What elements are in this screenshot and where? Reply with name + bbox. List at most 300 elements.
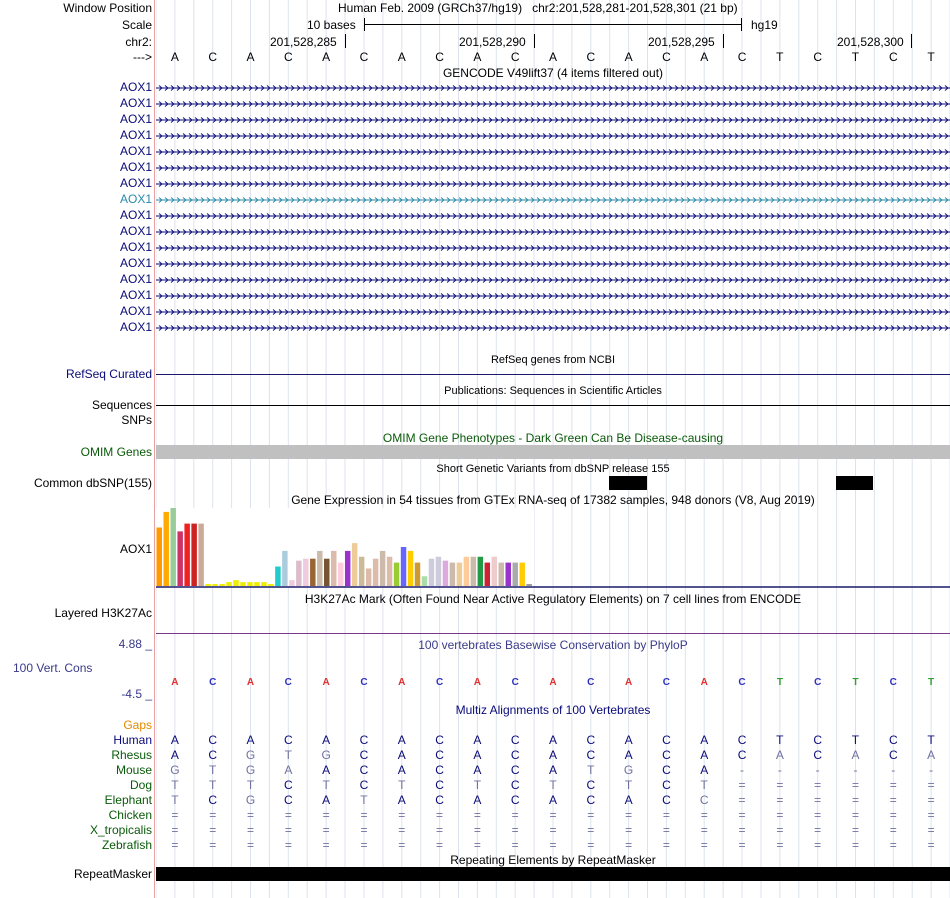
phylop-base-letter: A	[473, 677, 482, 688]
gtex-tissue-bar[interactable]	[471, 557, 476, 586]
refseq-track-title: RefSeq genes from NCBI	[490, 354, 616, 366]
alignment-base: =	[209, 808, 217, 822]
alignment-base: G	[245, 793, 256, 807]
dna-sequence[interactable]	[156, 50, 950, 64]
alignment-base: T	[700, 778, 708, 792]
alignment-base: =	[360, 808, 368, 822]
alignment-base: =	[284, 808, 292, 822]
alignment-base: A	[927, 748, 936, 762]
tick-mark-300	[911, 34, 912, 48]
gtex-tissue-bar[interactable]	[443, 561, 448, 586]
base-16: C	[737, 50, 747, 64]
alignment-base: =	[889, 778, 897, 792]
alignment-base: T	[246, 778, 255, 792]
gtex-tissue-bar[interactable]	[268, 584, 273, 586]
alignment-base: A	[700, 763, 709, 777]
scale-text: 10 bases	[307, 18, 356, 32]
alignment-base: =	[284, 838, 292, 852]
gtex-tissue-bar[interactable]	[499, 563, 504, 586]
alignment-base: A	[397, 763, 406, 777]
alignment-base: C	[662, 733, 671, 747]
gtex-tissue-bar[interactable]	[289, 580, 294, 586]
alignment-base: =	[738, 778, 746, 792]
alignment-base: =	[360, 823, 368, 837]
alignment-base: =	[322, 808, 330, 822]
gtex-tissue-bar[interactable]	[429, 559, 434, 586]
alignment-base: C	[283, 733, 293, 747]
alignment-base: =	[700, 808, 708, 822]
phylop-base-letter: C	[814, 677, 822, 688]
alignment-base: =	[549, 838, 557, 852]
alignment-base: C	[510, 748, 520, 762]
repeatmasker-track-title: Repeating Elements by RepeatMasker	[450, 853, 656, 867]
alignment-base: C	[586, 748, 596, 762]
alignment-base: =	[436, 808, 444, 822]
base-12: C	[586, 50, 596, 64]
alignment-base: =	[851, 823, 859, 837]
alignment-base: C	[888, 748, 898, 762]
alignment-base: =	[814, 838, 822, 852]
alignment-base: =	[738, 808, 746, 822]
gtex-tissue-bar[interactable]	[464, 557, 469, 586]
alignment-base: T	[473, 778, 482, 792]
alignment-base: C	[435, 763, 444, 777]
tick-label-300: 201,528,300	[837, 35, 904, 49]
gtex-tissue-bar[interactable]	[345, 551, 350, 586]
phylop-base-letter: C	[360, 677, 368, 688]
alignment-base: T	[171, 778, 179, 792]
repeatmasker-track-label[interactable]: RepeatMasker	[73, 867, 152, 881]
alignment-base: =	[927, 778, 935, 792]
alignment-base: =	[587, 808, 595, 822]
gtex-tissue-bar[interactable]	[212, 584, 217, 586]
alignment-base: A	[284, 763, 293, 777]
alignment-base: =	[851, 778, 859, 792]
chrom-label: chr2:	[125, 35, 152, 49]
gtex-tissue-bar[interactable]	[296, 561, 301, 586]
alignment-base: T	[851, 733, 860, 747]
gtex-tissue-bar[interactable]	[317, 551, 322, 586]
alignment-base: C	[888, 733, 898, 747]
alignment-base: =	[284, 823, 292, 837]
publications-track-title: Publications: Sequences in Scientific Articles	[444, 385, 662, 397]
alignment-base: A	[322, 793, 331, 807]
gtex-tissue-bar[interactable]	[422, 576, 427, 586]
alignment-base: A	[397, 733, 406, 747]
base-4: C	[283, 50, 293, 64]
base-21: T	[927, 50, 935, 64]
alignment-base: A	[246, 733, 255, 747]
alignment-base: C	[359, 778, 369, 792]
gtex-tissue-bar[interactable]	[205, 584, 210, 586]
alignment-base: C	[435, 778, 444, 792]
gtex-tissue-bar[interactable]	[261, 582, 266, 586]
phylop-base-letter: T	[776, 677, 783, 688]
phylop-track-label[interactable]: 100 Vert. Cons	[13, 661, 93, 675]
gencode-transcript-label[interactable]: AOX1	[119, 304, 152, 318]
base-7: A	[397, 50, 406, 64]
gtex-tissue-bar[interactable]	[191, 524, 196, 586]
phylop-base-letter: C	[511, 677, 519, 688]
alignment-base: =	[398, 838, 406, 852]
dbsnp-track-label[interactable]: Common dbSNP(155)	[33, 476, 152, 490]
phylop-base-letter: T	[928, 677, 935, 688]
gtex-tissue-bar[interactable]	[219, 584, 224, 586]
alignment-base: =	[889, 823, 897, 837]
alignment-base: =	[171, 808, 179, 822]
alignment-base: T	[549, 778, 557, 792]
alignment-base: A	[473, 733, 482, 747]
gtex-tissue-bar[interactable]	[380, 551, 385, 586]
alignment-base: -	[777, 763, 782, 777]
gencode-transcript-label[interactable]: AOX1	[119, 208, 152, 222]
alignment-base: =	[851, 808, 859, 822]
alignment-base: C	[359, 748, 369, 762]
alignment-base: C	[510, 733, 520, 747]
tick-label-295: 201,528,295	[648, 35, 715, 49]
gtex-tissue-bar[interactable]	[247, 582, 252, 586]
alignment-base: =	[360, 838, 368, 852]
base-19: T	[851, 50, 860, 64]
alignment-base: C	[813, 733, 822, 747]
alignment-base: T	[322, 778, 330, 792]
base-8: C	[435, 50, 444, 64]
alignment-base: A	[397, 748, 406, 762]
alignment-base: A	[473, 748, 482, 762]
alignment-base: =	[209, 823, 217, 837]
phylop-base-letter: A	[700, 677, 708, 688]
base-11: A	[548, 50, 557, 64]
base-5: A	[322, 50, 331, 64]
alignment-base: A	[548, 748, 557, 762]
tick-label-290: 201,528,290	[459, 35, 526, 49]
phylop-base-letter: A	[171, 677, 179, 688]
species-label[interactable]: Rhesus	[111, 748, 152, 762]
gencode-transcript-label[interactable]: AOX1	[119, 320, 152, 334]
alignment-base: A	[548, 733, 557, 747]
assembly-name: Human Feb. 2009 (GRCh37/hg19)	[338, 1, 523, 15]
alignment-base: =	[398, 823, 406, 837]
species-label[interactable]: Human	[113, 733, 152, 747]
alignment-base: A	[397, 793, 406, 807]
alignment-base: =	[776, 808, 784, 822]
alignment-base: =	[662, 808, 670, 822]
alignment-base: C	[435, 793, 444, 807]
alignment-base: =	[889, 808, 897, 822]
alignment-base: T	[209, 778, 217, 792]
gtex-tissue-bar[interactable]	[240, 582, 245, 586]
gtex-tissue-bar[interactable]	[331, 551, 336, 586]
gtex-tissue-bar[interactable]	[177, 531, 182, 586]
scale-bar-right-end	[741, 18, 742, 31]
gtex-tissue-bar[interactable]	[457, 563, 462, 586]
alignment-base: C	[283, 793, 293, 807]
alignment-base: =	[511, 838, 519, 852]
alignment-base: T	[927, 733, 935, 747]
alignment-base: =	[700, 838, 708, 852]
alignment-base: C	[662, 763, 671, 777]
species-label[interactable]: X_tropicalis	[89, 823, 152, 837]
species-label[interactable]: Mouse	[115, 763, 152, 777]
gencode-transcript-label[interactable]: AOX1	[119, 224, 152, 238]
dbsnp-variant-2[interactable]	[836, 476, 873, 490]
alignment-base: -	[929, 763, 934, 777]
alignment-base: =	[587, 838, 595, 852]
alignment-base: A	[851, 748, 860, 762]
h3k27ac-track-label[interactable]: Layered H3K27Ac	[54, 606, 152, 620]
alignment-base: =	[700, 823, 708, 837]
gtex-tissue-bar[interactable]	[366, 568, 371, 586]
tick-mark-295	[723, 34, 724, 48]
gencode-transcript-label[interactable]: AOX1	[119, 128, 152, 142]
alignment-base: =	[814, 823, 822, 837]
alignment-base: A	[548, 763, 557, 777]
phylop-base-letter: C	[209, 677, 217, 688]
base-17: T	[776, 50, 784, 64]
species-label[interactable]: Elephant	[104, 793, 152, 807]
alignment-base: =	[814, 778, 822, 792]
multiz-gaps-label: Gaps	[123, 718, 152, 732]
phylop-ymin: -4.5 _	[121, 687, 152, 701]
phylop-base-letter: A	[322, 677, 330, 688]
gencode-transcript-label[interactable]: AOX1	[119, 144, 152, 158]
alignment-base: C	[662, 778, 671, 792]
gencode-transcript-label[interactable]: AOX1	[119, 112, 152, 126]
gencode-transcript-label[interactable]: AOX1	[119, 160, 152, 174]
alignment-base: =	[209, 838, 217, 852]
alignment-base: C	[510, 763, 520, 777]
alignment-base: =	[662, 823, 670, 837]
omim-track-title: OMIM Gene Phenotypes - Dark Green Can Be Disease-causing	[382, 431, 724, 445]
gtex-tissue-bar[interactable]	[157, 528, 162, 587]
alignment-base: =	[436, 838, 444, 852]
alignment-base: =	[927, 808, 935, 822]
alignment-base: T	[624, 778, 633, 792]
alignment-base: A	[170, 733, 179, 747]
alignment-base: A	[322, 763, 331, 777]
alignment-base: =	[776, 823, 784, 837]
phylop-base-letter: C	[435, 677, 444, 688]
alignment-base: T	[360, 793, 368, 807]
alignment-base: A	[700, 733, 709, 747]
gtex-tissue-bar[interactable]	[324, 559, 329, 586]
alignment-base: C	[737, 733, 747, 747]
alignment-base: A	[624, 733, 633, 747]
alignment-base: =	[776, 838, 784, 852]
gtex-tissue-bar[interactable]	[415, 563, 420, 586]
gtex-tissue-bar[interactable]	[485, 563, 490, 586]
species-label[interactable]: Zebrafish	[101, 838, 152, 852]
scale-label: Scale	[121, 18, 152, 32]
alignment-base: =	[549, 823, 557, 837]
sequences-track-line[interactable]	[156, 405, 950, 406]
alignment-base: C	[586, 733, 596, 747]
alignment-base: A	[624, 748, 633, 762]
alignment-base: -	[853, 763, 858, 777]
alignment-base: G	[321, 748, 331, 762]
gtex-expression-chart[interactable]	[156, 506, 950, 588]
base-14: C	[662, 50, 671, 64]
alignment-base: =	[247, 808, 255, 822]
gtex-tissue-bar[interactable]	[198, 524, 203, 586]
gtex-tissue-bar[interactable]	[478, 557, 483, 586]
gtex-tissue-bar[interactable]	[512, 563, 517, 586]
gtex-tissue-bar[interactable]	[506, 563, 511, 586]
alignment-base: =	[738, 823, 746, 837]
alignment-base: C	[662, 793, 671, 807]
gencode-transcript-label[interactable]: AOX1	[119, 176, 152, 190]
base-6: C	[359, 50, 369, 64]
alignment-base: C	[662, 748, 671, 762]
sequences-track-label[interactable]: Sequences	[91, 398, 152, 412]
alignment-base: T	[587, 763, 595, 777]
gtex-tissue-bar[interactable]	[163, 512, 168, 586]
alignment-base: C	[208, 733, 218, 747]
gtex-track-label[interactable]: AOX1	[119, 542, 152, 556]
gtex-tissue-bar[interactable]	[436, 557, 441, 586]
gtex-tissue-bar[interactable]	[394, 563, 399, 586]
gtex-tissue-bar[interactable]	[233, 580, 238, 586]
phylop-base-letter: C	[662, 677, 671, 688]
alignment-base: T	[776, 733, 784, 747]
phylop-base-letter: C	[738, 677, 746, 688]
alignment-base: =	[889, 793, 897, 807]
gtex-tissue-bar[interactable]	[408, 551, 413, 586]
gencode-transcript-label[interactable]: AOX1	[119, 272, 152, 286]
alignment-base: -	[815, 763, 820, 777]
gtex-tissue-bar[interactable]	[492, 557, 497, 586]
alignment-base: =	[436, 823, 444, 837]
alignment-base: C	[737, 748, 747, 762]
repeatmasker-element[interactable]	[156, 867, 950, 881]
gtex-track-title: Gene Expression in 54 tissues from GTEx RNA-seq of 17382 samples, 948 donors (V8, Aug 2019)	[291, 493, 815, 507]
alignment-base: C	[359, 763, 369, 777]
chrom-position: chr2:201,528,281-201,528,301 (21 bp)	[532, 1, 738, 15]
tick-mark-285	[345, 34, 346, 48]
alignment-base: =	[511, 808, 519, 822]
alignment-base: =	[814, 793, 822, 807]
alignment-base: =	[473, 838, 481, 852]
alignment-base: =	[927, 793, 935, 807]
omim-gene-bar[interactable]	[156, 445, 950, 459]
alignment-base: T	[398, 778, 406, 792]
gtex-tissue-bar[interactable]	[359, 557, 364, 586]
window-position-label: Window Position	[63, 1, 152, 15]
dbsnp-variant-1[interactable]	[609, 476, 647, 490]
alignment-base: =	[247, 823, 255, 837]
alignment-base: T	[171, 793, 179, 807]
gtex-tissue-bar[interactable]	[387, 557, 392, 586]
base-9: A	[473, 50, 482, 64]
alignment-base: C	[283, 778, 293, 792]
alignment-base: =	[247, 838, 255, 852]
alignment-base: C	[586, 778, 596, 792]
gtex-tissue-bar[interactable]	[254, 582, 259, 586]
dbsnp-track-title: Short Genetic Variants from dbSNP release 155	[436, 463, 670, 475]
alignment-base: T	[284, 748, 292, 762]
gtex-tissue-bar[interactable]	[519, 563, 524, 586]
alignment-base: =	[738, 838, 746, 852]
base-20: C	[888, 50, 898, 64]
alignment-base: =	[662, 838, 670, 852]
alignment-base: =	[625, 823, 633, 837]
gtex-tissue-bar[interactable]	[226, 582, 231, 586]
db-name: hg19	[751, 18, 778, 32]
phylop-base-letter: C	[284, 677, 292, 688]
refseq-track-line[interactable]	[156, 374, 950, 375]
alignment-base: C	[813, 748, 822, 762]
alignment-base: C	[435, 748, 444, 762]
alignment-base: G	[245, 763, 256, 777]
base-2: C	[208, 50, 218, 64]
h3k27ac-track-title: H3K27Ac Mark (Often Found Near Active Regulatory Elements) on 7 cell lines from ENCODE	[304, 592, 802, 606]
label-divider	[154, 0, 155, 898]
gencode-transcript-label[interactable]: AOX1	[119, 256, 152, 270]
alignment-base: =	[625, 838, 633, 852]
phylop-base-letter: T	[852, 677, 859, 688]
alignment-base: G	[170, 763, 180, 777]
gtex-tissue-bar[interactable]	[352, 543, 357, 586]
gtex-tissue-bar[interactable]	[310, 559, 315, 586]
alignment-base: =	[851, 838, 859, 852]
gtex-tissue-bar[interactable]	[450, 563, 455, 586]
alignment-base: C	[510, 793, 520, 807]
alignment-base: C	[510, 778, 520, 792]
assembly-position	[338, 1, 738, 15]
refseq-track-label[interactable]: RefSeq Curated	[65, 367, 152, 381]
phylop-base-letter: C	[587, 677, 595, 688]
alignment-base: =	[549, 808, 557, 822]
multiz-track-title: Multiz Alignments of 100 Vertebrates	[455, 703, 651, 717]
gtex-tissue-bar[interactable]	[184, 524, 189, 586]
alignment-base: -	[891, 763, 896, 777]
gencode-transcripts[interactable]	[156, 80, 950, 350]
snps-track-label[interactable]: SNPs	[121, 413, 152, 427]
alignment-base: =	[851, 793, 859, 807]
alignment-base: T	[209, 763, 217, 777]
phylop-ymax: 4.88 _	[118, 637, 152, 651]
alignment-base: A	[322, 733, 331, 747]
omim-track-label[interactable]: OMIM Genes	[80, 445, 152, 459]
phylop-conservation-logo[interactable]	[156, 668, 950, 696]
alignment-base: =	[322, 823, 330, 837]
alignment-base: C	[208, 793, 218, 807]
species-label[interactable]: Chicken	[108, 808, 152, 822]
gencode-transcript-label[interactable]: AOX1	[119, 288, 152, 302]
alignment-base: A	[473, 763, 482, 777]
alignment-base: =	[587, 823, 595, 837]
gtex-tissue-bar[interactable]	[373, 559, 378, 586]
gencode-transcript-label[interactable]: AOX1	[119, 80, 152, 94]
gtex-tissue-bar[interactable]	[282, 551, 287, 586]
alignment-base: =	[398, 808, 406, 822]
gencode-transcript-label[interactable]: AOX1	[119, 192, 152, 206]
gtex-tissue-bar[interactable]	[401, 547, 406, 586]
alignment-base: A	[473, 793, 482, 807]
h3k27ac-baseline[interactable]	[156, 633, 950, 634]
gtex-tissue-bar[interactable]	[303, 559, 308, 586]
gtex-tissue-bar[interactable]	[170, 508, 175, 586]
gtex-tissue-bar[interactable]	[526, 584, 531, 586]
base-1: A	[170, 50, 179, 64]
gencode-transcript-label[interactable]: AOX1	[119, 96, 152, 110]
gtex-tissue-bar[interactable]	[338, 563, 343, 586]
gencode-transcript-label[interactable]: AOX1	[119, 240, 152, 254]
species-label[interactable]: Dog	[129, 778, 152, 792]
gtex-tissue-bar[interactable]	[275, 567, 280, 587]
alignment-base: -	[740, 763, 745, 777]
phylop-base-letter: A	[246, 677, 255, 688]
